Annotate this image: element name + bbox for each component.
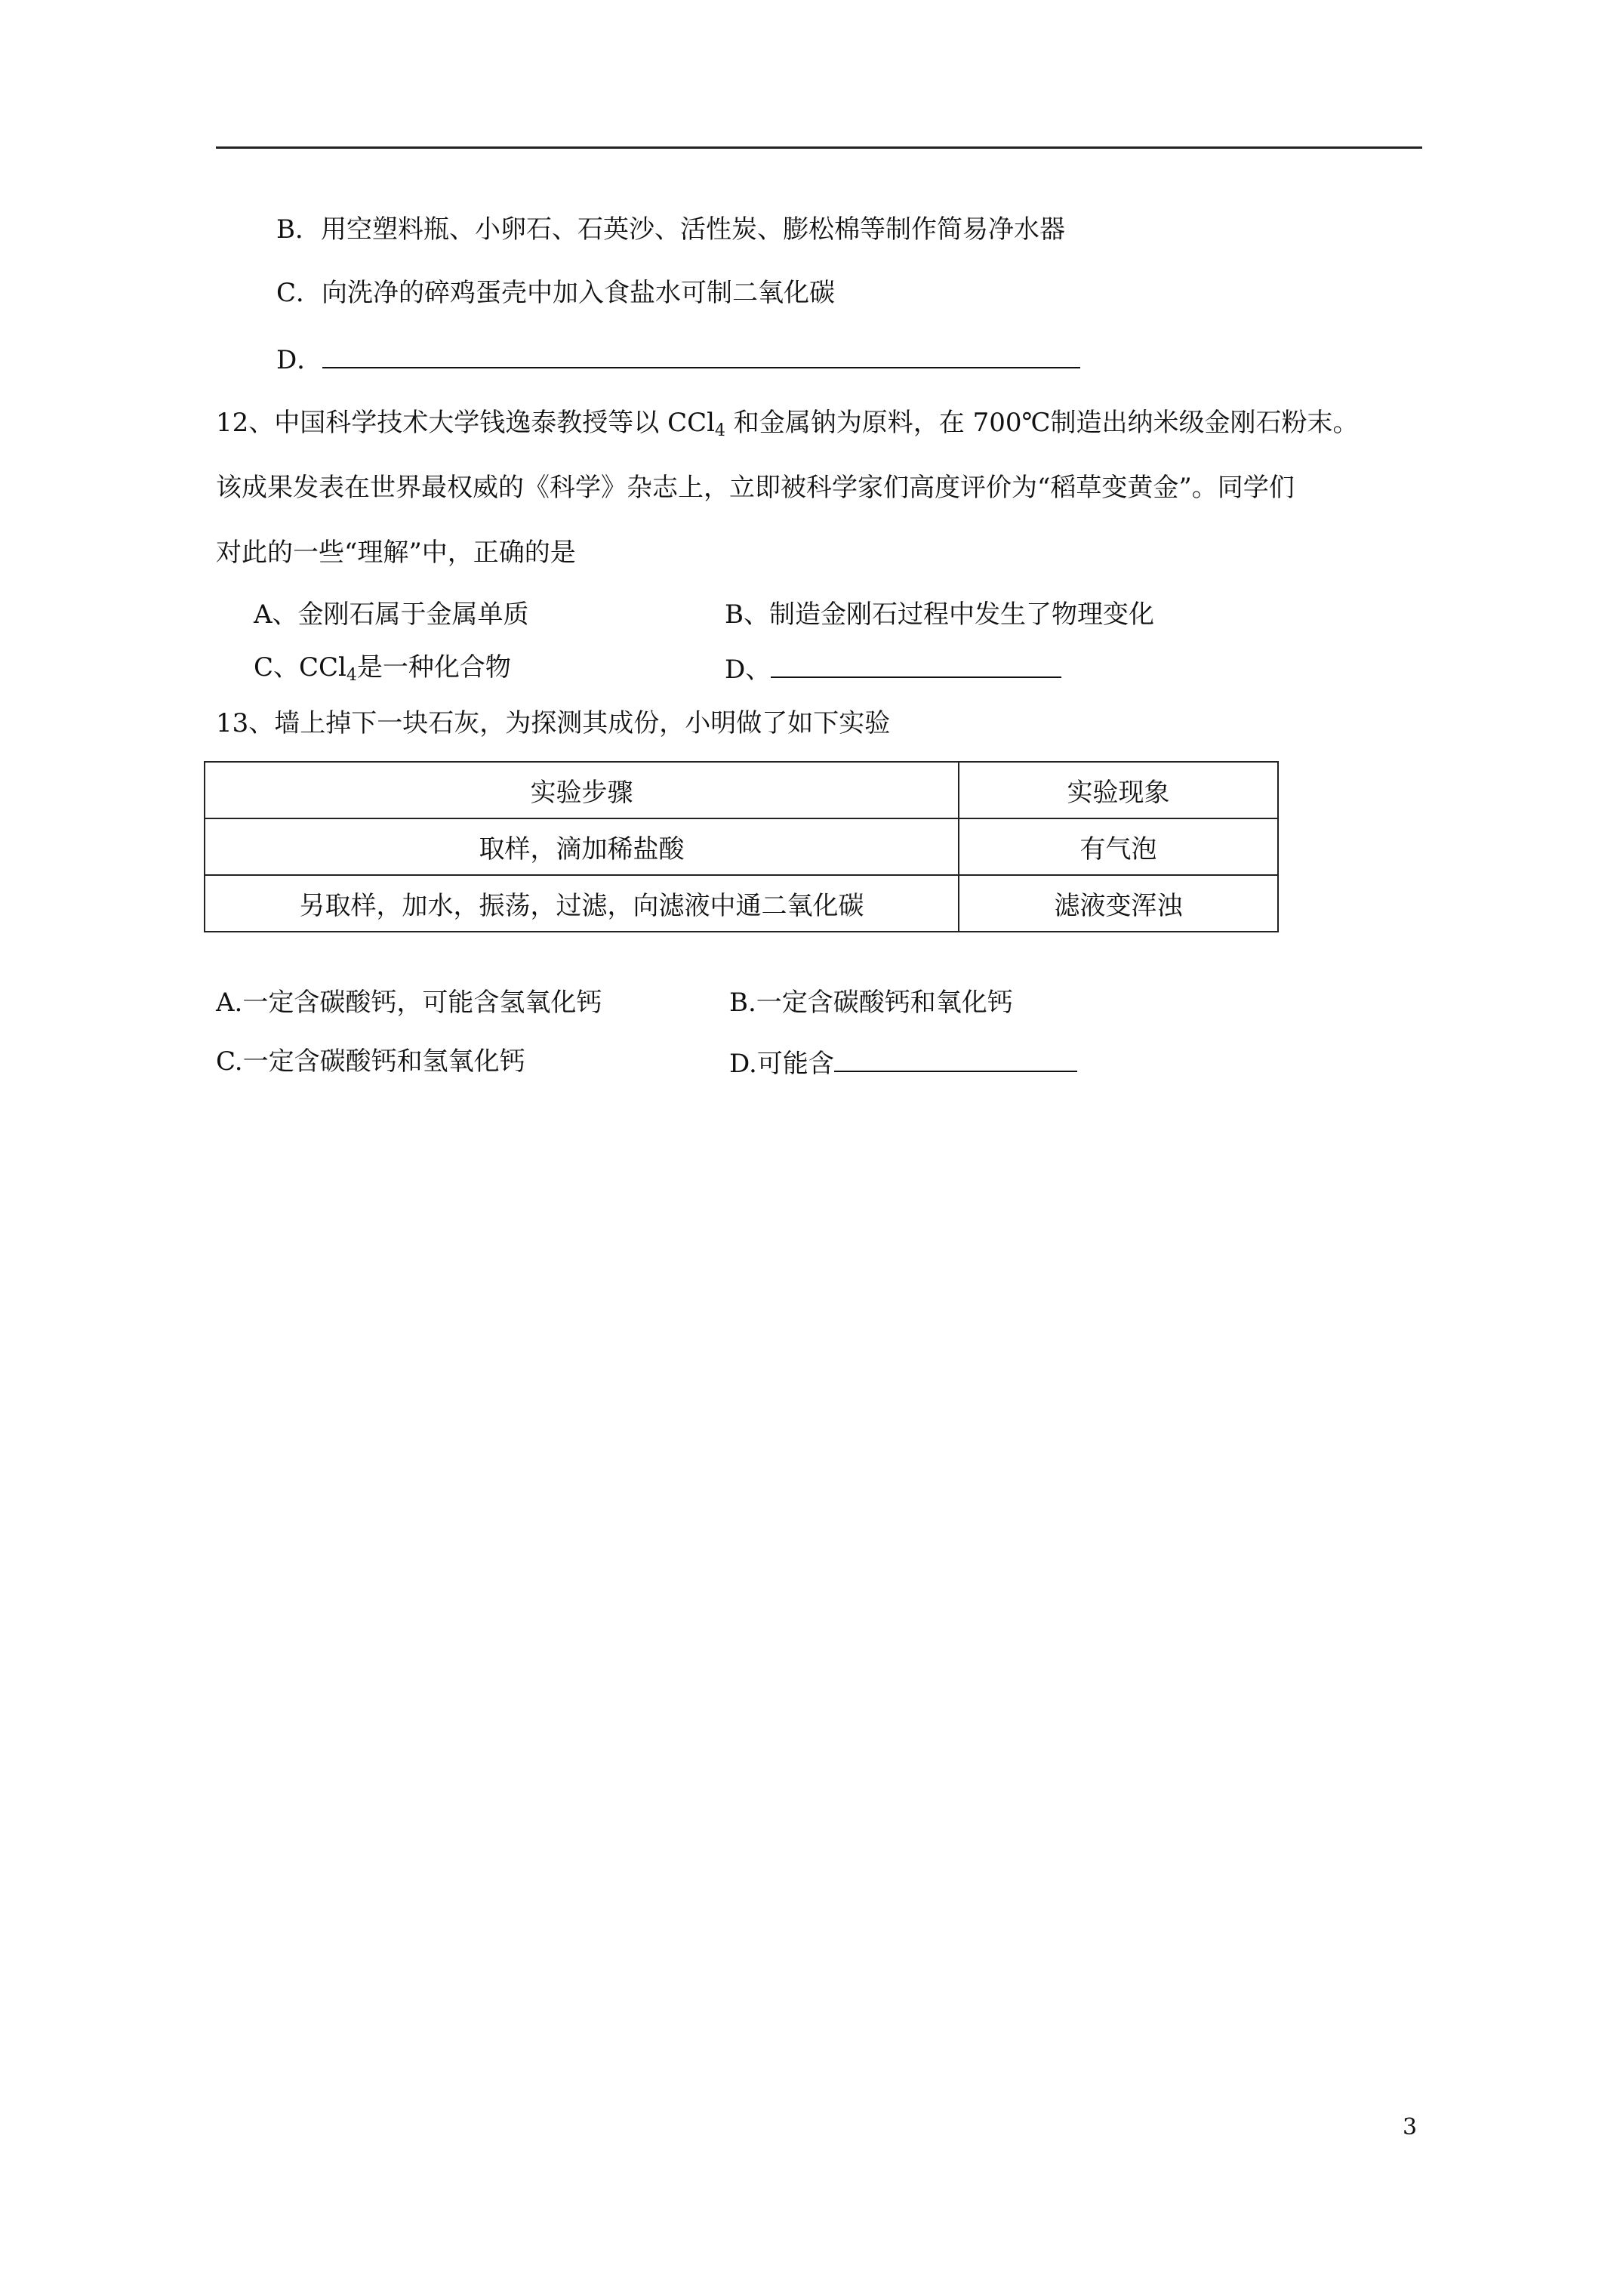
table-cell: 取样，滴加稀盐酸 (205, 818, 959, 875)
q11-option-d (276, 341, 1080, 377)
table-row (205, 875, 1278, 932)
experiment-table (204, 761, 1279, 932)
q12-stem-line-3: 对此的一些“理解”中，正确的是 (216, 538, 576, 568)
q11-option-d-label: D． (276, 345, 323, 375)
q12-option-a: A、金刚石属于金属单质 (254, 599, 529, 630)
table-cell: 有气泡 (959, 818, 1278, 875)
q12-answer-blank[interactable] (771, 651, 1061, 678)
q13-option-b: B.一定含碳酸钙和氧化钙 (729, 988, 1013, 1018)
q13-option-d-label: D.可能含 (729, 1049, 834, 1079)
q12-option-c (254, 651, 511, 684)
table-header-cell: 实验现象 (959, 762, 1278, 818)
q13-option-a: A.一定含碳酸钙，可能含氢氧化钙 (216, 988, 602, 1018)
q12-subscript: 4 (714, 421, 725, 440)
table-row (205, 818, 1278, 875)
q12-stem-line-1 (216, 406, 1359, 439)
q13-option-c: C.一定含碳酸钙和氢氧化钙 (216, 1046, 525, 1077)
q12-option-c-text-a: C、CCl (254, 652, 346, 683)
q11-option-b: B．用空塑料瓶、小卵石、石英沙、活性炭、膨松棉等制作简易净水器 (276, 214, 1065, 245)
q12-stem-text-b: 和金属钠为原料，在 700℃制造出纳米级金刚石粉末。 (725, 408, 1359, 438)
q12-stem-text-a: 12、中国科学技术大学钱逸泰教授等以 CCl (216, 408, 715, 438)
q13-stem: 13、墙上掉下一块石灰，为探测其成份，小明做了如下实验 (216, 708, 891, 738)
page-number: 3 (1403, 2114, 1418, 2140)
q12-option-c-text-b: 是一种化合物 (356, 652, 511, 683)
table-cell: 滤液变浑浊 (959, 875, 1278, 932)
q12-option-d (725, 651, 1061, 686)
table-header-row (205, 762, 1278, 818)
table-cell: 另取样，加水，振荡，过滤，向滤液中通二氧化碳 (205, 875, 959, 932)
q12-stem-line-2: 该成果发表在世界最权威的《科学》杂志上，立即被科学家们高度评价为“稻草变黄金”。同学们 (216, 473, 1295, 503)
q11-option-c: C．向洗净的碎鸡蛋壳中加入食盐水可制二氧化碳 (276, 278, 836, 308)
q12-option-b: B、制造金刚石过程中发生了物理变化 (725, 599, 1154, 630)
q13-answer-blank[interactable] (834, 1045, 1077, 1072)
table-header-cell: 实验步骤 (205, 762, 959, 818)
header-rule (216, 146, 1422, 149)
q12-option-d-label: D、 (725, 655, 771, 685)
q11-answer-blank[interactable] (322, 341, 1080, 368)
q13-option-d (729, 1045, 1077, 1080)
q12-option-c-subscript: 4 (346, 666, 357, 685)
